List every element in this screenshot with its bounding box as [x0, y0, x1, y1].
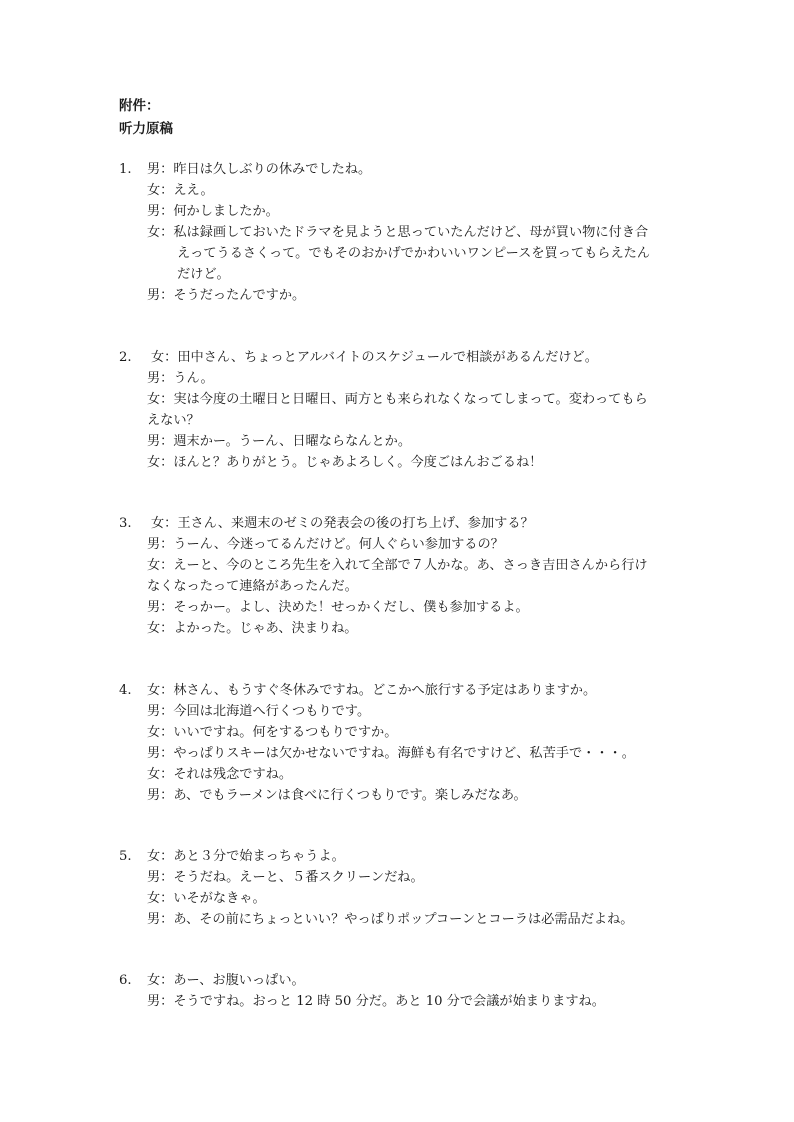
speaker-label: 女：	[147, 767, 174, 782]
dialogue-line	[147, 369, 214, 390]
dialogue-line	[147, 223, 648, 244]
dialogue-line	[147, 992, 605, 1013]
line-text: 私は録画しておいたドラマを見ようと思っていたんだけど、母が買い物に付き合	[173, 225, 649, 240]
dialogue-line	[151, 514, 534, 535]
speaker-label: 女：	[151, 516, 178, 531]
speaker-label: 男：	[147, 746, 174, 761]
dialogue-line	[147, 535, 504, 556]
dialogue-line	[147, 619, 357, 640]
dialogue-number: 4.	[119, 683, 132, 698]
line-text: やっぱりスキーは欠かせないですね。海鮮も有名ですけど、私苦手で・・・。	[173, 746, 635, 761]
dialogue-line	[147, 432, 411, 453]
line-text: そうだったんですか。	[173, 288, 306, 303]
line-text: そうですね。おっと 12 時 50 分だ。あと 10 分で会議が始まりますね。	[173, 994, 605, 1009]
dialogue-line	[147, 744, 635, 765]
speaker-label: 男：	[147, 870, 174, 885]
line-text: 昨日は久しぶりの休みでしたね。	[173, 162, 372, 177]
dialogue-line	[147, 702, 370, 723]
dialogue-line	[147, 556, 648, 577]
line-text: 王さん、来週末のゼミの発表会の後の打ち上げ、参加する？	[177, 516, 534, 531]
line-text: あ、その前にちょっといい？やっぱりポップコーンとコーラは必需品だよね。	[173, 912, 634, 927]
line-text: いいですね。何をするつもりですか。	[173, 725, 398, 740]
speaker-label: 男：	[147, 994, 174, 1009]
line-text: ほんと？ありがとう。じゃあよろしく。今度ごはんおごるね！	[173, 455, 543, 470]
line-text: あと３分で始まっちゃうよ。	[173, 849, 345, 864]
line-text: えーと、今のところ先生を入れて全部で７人かな。あ、さっき吉田さんから行け	[173, 558, 648, 573]
speaker-label: 女：	[147, 683, 174, 698]
line-text: あー、お腹いっぱい。	[173, 973, 305, 988]
speaker-label: 男：	[147, 537, 174, 552]
line-text: 今回は北海道へ行くつもりです。	[173, 704, 371, 719]
dialogue-line	[147, 202, 279, 223]
speaker-label: 女：	[147, 392, 174, 407]
dialogue-line	[147, 786, 527, 807]
dialogue-line	[147, 910, 633, 931]
speaker-label: 女：	[147, 558, 174, 573]
dialogue-line	[147, 598, 529, 619]
line-text: 田中さん、ちょっとアルバイトのスケジュールで相談があるんだけど。	[177, 350, 598, 365]
document-title: 听力原稿	[119, 121, 173, 137]
speaker-label: 男：	[147, 704, 174, 719]
line-text: あ、でもラーメンは食べに行くつもりです。楽しみだなあ。	[173, 788, 527, 803]
dialogue-line	[147, 971, 305, 992]
speaker-label: 男：	[147, 204, 174, 219]
speaker-label: 女：	[147, 621, 174, 636]
line-text: それは残念ですね。	[173, 767, 293, 782]
line-text: よかった。じゃあ、決まりね。	[173, 621, 358, 636]
line-text: 林さん、もうすぐ冬休みですね。どこかへ旅行する予定はありますか。	[173, 683, 597, 698]
line-text: 週末かー。うーん、日曜ならなんとか。	[173, 434, 412, 449]
speaker-label: 男：	[147, 288, 174, 303]
speaker-label: 女：	[147, 225, 174, 240]
dialogue-line	[147, 681, 596, 702]
line-text: ええ。	[173, 183, 214, 198]
dialogue-number: 3.	[119, 516, 132, 531]
speaker-label: 男：	[147, 434, 174, 449]
speaker-label: 女：	[151, 350, 178, 365]
line-text: えってうるさくって。でもそのおかげでかわいいワンピースを買ってもらえたん	[177, 246, 651, 261]
line-text: なくなったって連絡があったんだ。	[147, 579, 358, 594]
line-text: 実は今度の土曜日と日曜日、両方とも来られなくなってしまって。変わってもら	[173, 392, 648, 407]
dialogue-line	[147, 847, 345, 868]
dialogue-line	[147, 765, 292, 786]
speaker-label: 女：	[147, 183, 174, 198]
speaker-label: 男：	[147, 371, 174, 386]
line-text: 何かしましたか。	[173, 204, 279, 219]
line-text: そうだね。えーと、５番スクリーンだね。	[173, 870, 424, 885]
line-text: えない？	[147, 413, 200, 428]
dialogue-line	[147, 286, 305, 307]
speaker-label: 女：	[147, 849, 174, 864]
line-text: うん。	[173, 371, 214, 386]
dialogue-line	[147, 160, 371, 181]
dialogue-line	[147, 453, 542, 474]
dialogue-line	[177, 265, 230, 286]
dialogue-line	[147, 577, 358, 598]
dialogue-line	[151, 348, 598, 369]
dialogue-line	[147, 390, 648, 411]
dialogue-line	[147, 889, 266, 910]
speaker-label: 女：	[147, 455, 174, 470]
dialogue-number: 2.	[119, 350, 132, 365]
dialogue-line	[147, 723, 397, 744]
line-text: うーん、今迷ってるんだけど。何人ぐらい参加するの？	[173, 537, 504, 552]
speaker-label: 女：	[147, 973, 174, 988]
speaker-label: 男：	[147, 162, 174, 177]
dialogue-number: 5.	[119, 849, 132, 864]
dialogue-line	[177, 244, 650, 265]
speaker-label: 女：	[147, 891, 174, 906]
line-text: いそがなきゃ。	[173, 891, 266, 906]
dialogue-number: 6.	[119, 973, 132, 988]
dialogue-line	[147, 868, 424, 889]
annex-label: 附件：	[119, 98, 160, 114]
dialogue-line	[147, 181, 214, 202]
dialogue-line	[147, 411, 200, 432]
speaker-label: 男：	[147, 600, 174, 615]
speaker-label: 男：	[147, 788, 174, 803]
speaker-label: 女：	[147, 725, 174, 740]
dialogue-number: 1.	[119, 162, 132, 177]
line-text: だけど。	[177, 267, 230, 282]
speaker-label: 男：	[147, 912, 174, 927]
line-text: そっかー。よし、決めた！せっかくだし、僕も参加するよ。	[173, 600, 529, 615]
